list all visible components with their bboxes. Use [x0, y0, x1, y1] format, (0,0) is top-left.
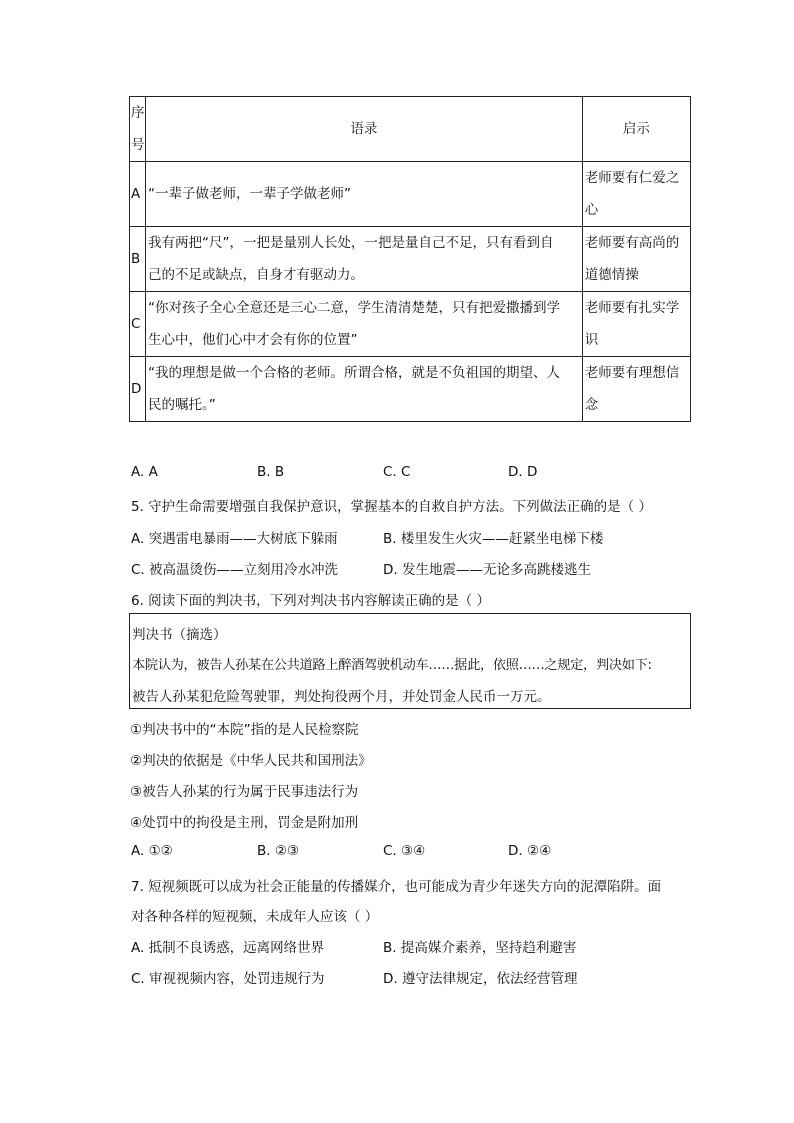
q5-option-d: D. 发生地震——无论多高跳楼逃生: [383, 562, 591, 578]
header-quote: 语录: [146, 97, 583, 162]
row-lesson: [582, 357, 690, 422]
row-quote: [146, 292, 583, 357]
judgment-excerpt-box: [129, 613, 691, 709]
judgment-line: 被告人孙某犯危险驾驶罪，判处拘役两个月，并处罚金人民币一万元。: [132, 689, 551, 705]
q6-statement: ③被告人孙某的行为属于民事违法行为: [130, 784, 359, 800]
row-id: B: [130, 227, 146, 292]
quote-line: “你对孩子全心全意还是三心二意，学生清清楚楚，只有把爱撒播到学: [148, 300, 561, 316]
row-lesson: [582, 227, 690, 292]
q6-option-c: C. ③④: [383, 843, 426, 859]
q5-option-a: A. 突遇雷电暴雨——大树底下躲雨: [131, 531, 338, 547]
table-row-c: [130, 292, 691, 357]
lesson-line: 老师要有理想信: [584, 365, 680, 381]
q4-option-a: A. A: [131, 464, 158, 480]
row-id: C: [130, 292, 146, 357]
quote-line: 生心中，他们心中才会有你的位置”: [148, 332, 358, 348]
row-lesson: [582, 162, 690, 227]
quote-line: 我有两把“尺”，一把是量别人长处，一把是量自己不足，只有看到自: [148, 235, 554, 251]
q6-statement: ④处罚中的拘役是主刑，罚金是附加刑: [130, 815, 359, 831]
judgment-title: 判决书（摘选）: [132, 627, 227, 643]
q5-option-b: B. 楼里发生火灾——赶紧坐电梯下楼: [383, 531, 604, 547]
quote-line: 民的嘱托。”: [148, 397, 216, 413]
row-lesson: [582, 292, 690, 357]
header-lesson: 启示: [582, 97, 690, 162]
quote-line: “我的理想是做一个合格的老师。所谓合格，就是不负祖国的期望、人: [148, 365, 561, 381]
q4-option-b: B. B: [257, 464, 285, 480]
table-row-a: [130, 162, 691, 227]
lesson-line: 老师要有仁爱之: [584, 170, 680, 186]
header-id: 序号: [130, 97, 146, 162]
q6-stem: 6. 阅读下面的判决书，下列对判决书内容解读正确的是（ ）: [131, 593, 490, 609]
q7-stem: 对各种各样的短视频，未成年人应该（ ）: [131, 909, 379, 925]
lesson-line: 念: [584, 397, 599, 413]
q7-option-c: C. 审视视频内容，处罚违规行为: [131, 971, 325, 987]
q4-option-c: C. C: [383, 464, 411, 480]
row-id: D: [130, 357, 146, 422]
q7-option-b: B. 提高媒介素养，坚持趋利避害: [383, 940, 577, 956]
q6-statement: ②判决的依据是《中华人民共和国刑法》: [130, 753, 372, 769]
lesson-line: 识: [584, 332, 599, 348]
q7-option-d: D. 遵守法律规定，依法经营管理: [383, 971, 578, 987]
quote-line: 己的不足或缺点，自身才有驱动力。: [148, 267, 365, 283]
teacher-quotes-table: [129, 96, 691, 422]
q5-option-c: C. 被高温烫伤——立刻用冷水冲洗: [131, 562, 339, 578]
judgment-line: 本院认为，被告人孙某在公共道路上醉酒驾驶机动车……据此，依照……之规定，判决如下:: [132, 658, 652, 673]
lesson-line: 老师要有高尚的: [584, 235, 680, 251]
q6-option-d: D. ②④: [508, 843, 552, 859]
q7-option-a: A. 抵制不良诱惑，远离网络世界: [131, 940, 325, 956]
quote-line: “一辈子做老师，一辈子学做老师”: [148, 186, 352, 202]
table-row-d: [130, 357, 691, 422]
row-quote: [146, 162, 583, 227]
row-quote: [146, 357, 583, 422]
q6-statement: ①判决书中的“本院”指的是人民检察院: [130, 722, 359, 738]
lesson-line: 道德情操: [584, 267, 639, 283]
row-quote: [146, 227, 583, 292]
row-id: A: [130, 162, 146, 227]
q4-option-d: D. D: [508, 464, 538, 480]
table-header-row: [130, 97, 691, 162]
q6-option-b: B. ②③: [257, 843, 300, 859]
q5-stem: 5. 守护生命需要增强自我保护意识，掌握基本的自救自护方法。下列做法正确的是（ ）: [131, 499, 652, 515]
lesson-line: 老师要有扎实学: [584, 300, 680, 316]
lesson-line: 心: [584, 202, 599, 218]
table-row-b: [130, 227, 691, 292]
q6-option-a: A. ①②: [131, 843, 173, 859]
q7-stem: 7. 短视频既可以成为社会正能量的传播媒介，也可能成为青少年迷失方向的泥潭陷阱。面: [131, 879, 662, 895]
